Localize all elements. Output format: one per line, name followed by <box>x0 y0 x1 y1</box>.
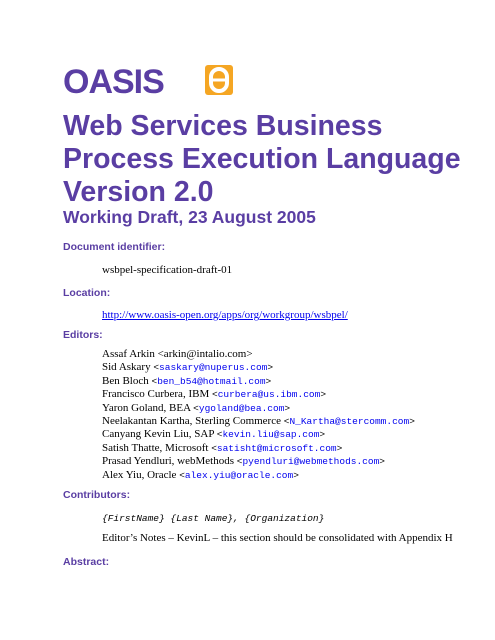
editor-name: Neelakantan Kartha, Sterling Commerce <box>102 415 281 428</box>
title-line-1: Web Services Business <box>63 110 383 142</box>
document-identifier-label: Document identifier: <box>63 241 166 253</box>
editor-name: Assaf Arkin <arkin@intalio.com> <box>102 348 253 360</box>
abstract-label: Abstract: <box>63 556 110 568</box>
contributors-note: Editor’s Notes – KevinL – this section should be consolidated with Appendix H <box>102 532 453 544</box>
title-line-3: Version 2.0 <box>63 176 214 208</box>
location-value <box>102 309 348 322</box>
editor-name: Ben Bloch <box>102 374 149 387</box>
svg-text:OASIS: OASIS <box>63 63 164 100</box>
editor-email[interactable]: kevin.liu@sap.com <box>222 429 320 441</box>
editor-name: Satish Thatte, Microsoft <box>102 441 209 454</box>
editor-item: Francisco Curbera, IBM <curbera@us.ibm.com> <box>102 388 327 401</box>
oasis-logo <box>63 60 235 100</box>
editor-item: Yaron Goland, BEA <ygoland@bea.com> <box>102 401 291 414</box>
document-title <box>63 110 483 209</box>
document-identifier-value: wsbpel-specification-draft-01 <box>102 264 233 276</box>
editor-item: Canyang Kevin Liu, SAP <kevin.liu@sap.com> <box>102 428 326 441</box>
contributors-label: Contributors: <box>63 489 131 501</box>
editor-item: Satish Thatte, Microsoft <satisht@microsoft.com> <box>102 441 343 454</box>
editor-item: Ben Bloch <ben_b54@hotmail.com> <box>102 374 272 387</box>
editor-name: Prasad Yendluri, webMethods <box>102 455 234 468</box>
editor-name: Canyang Kevin Liu, SAP <box>102 428 215 441</box>
editor-name: Alex Yiu, Oracle <box>102 468 177 481</box>
editors-list <box>102 348 415 482</box>
editor-email[interactable]: alex.yiu@oracle.com <box>184 469 294 481</box>
editor-email[interactable]: satisht@microsoft.com <box>216 442 337 454</box>
editor-email[interactable]: curbera@us.ibm.com <box>217 389 321 401</box>
location-link[interactable]: http://www.oasis-open.org/apps/org/workgroup/wsbpel/ <box>102 309 348 321</box>
editor-name: Yaron Goland, BEA <box>102 401 191 414</box>
editor-email[interactable]: saskary@nuperus.com <box>159 362 268 374</box>
editor-name: Francisco Curbera, IBM <box>102 388 210 401</box>
editor-item <box>102 348 415 361</box>
contributors-placeholder: {FirstName} {Last Name}, {Organization} <box>102 513 325 524</box>
editor-item: Neelakantan Kartha, Sterling Commerce <N_Kartha@stercomm.com> <box>102 415 415 428</box>
editor-item: Prasad Yendluri, webMethods <pyendluri@webmethods.com> <box>102 455 385 468</box>
editors-label: Editors: <box>63 329 103 341</box>
document-subtitle: Working Draft, 23 August 2005 <box>63 207 316 227</box>
editor-name: Sid Askary <box>102 361 151 374</box>
editor-item: Sid Askary <saskary@nuperus.com> <box>102 361 274 374</box>
editor-email[interactable]: ben_b54@hotmail.com <box>157 375 266 387</box>
title-line-2: Process Execution Language <box>63 143 461 175</box>
editor-item: Alex Yiu, Oracle <alex.yiu@oracle.com> <box>102 468 299 481</box>
editor-email[interactable]: N_Kartha@stercomm.com <box>289 416 410 428</box>
editor-email[interactable]: ygoland@bea.com <box>198 402 285 414</box>
location-label: Location: <box>63 287 111 299</box>
editor-email[interactable]: pyendluri@webmethods.com <box>242 456 380 468</box>
